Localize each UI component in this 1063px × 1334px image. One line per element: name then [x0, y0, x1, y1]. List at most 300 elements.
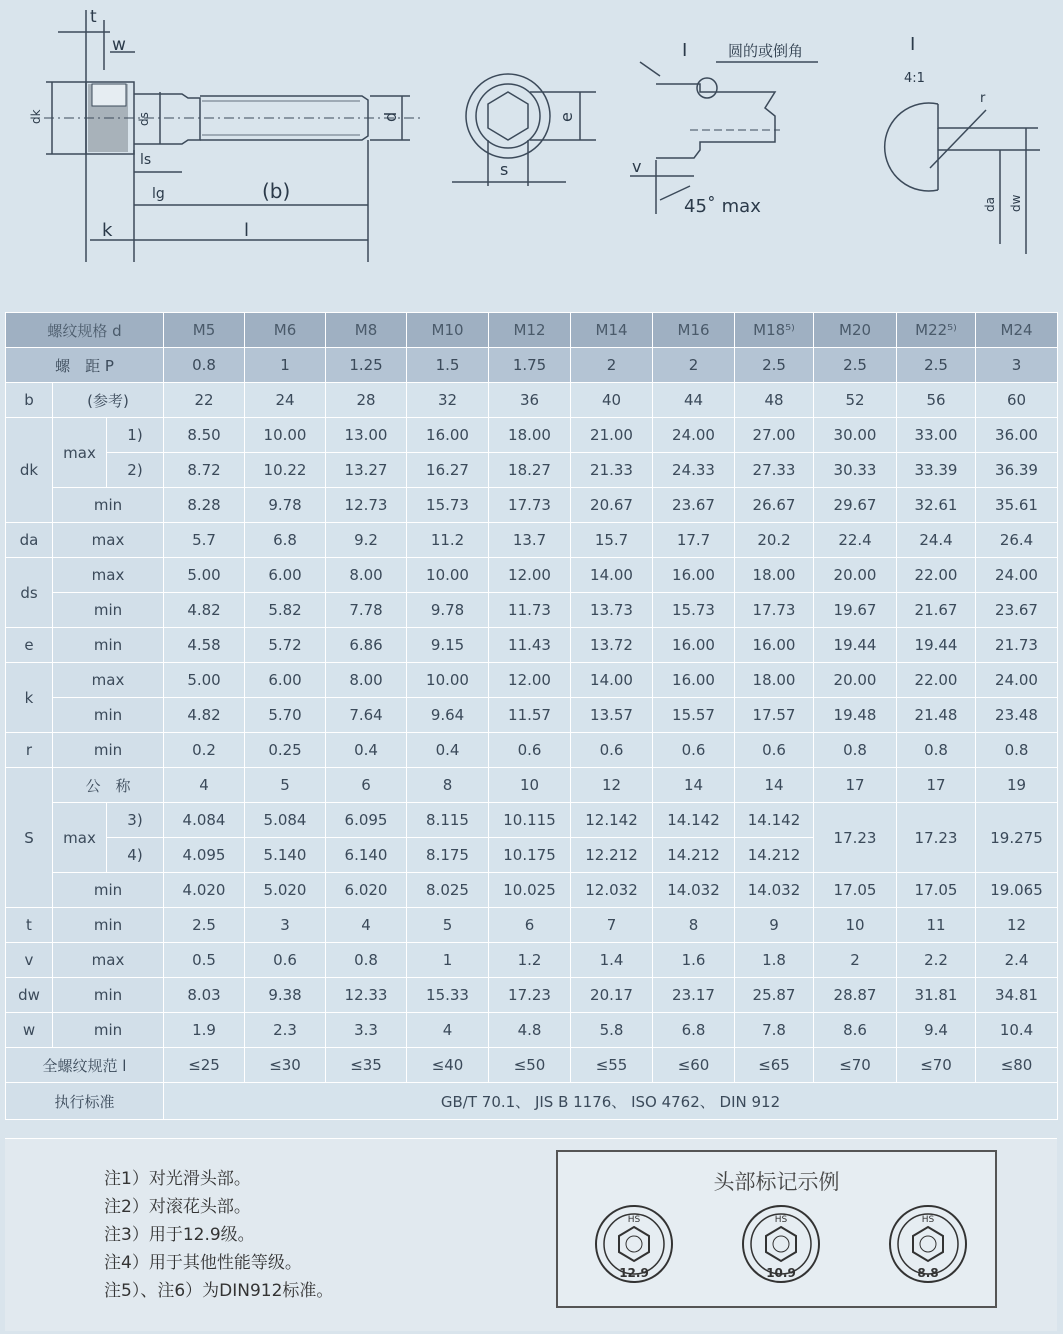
- value-cell: 16.27: [407, 453, 489, 488]
- dim-w-label: w: [112, 35, 126, 55]
- value-cell: 9.78: [407, 593, 489, 628]
- value-cell: M14: [571, 313, 653, 348]
- value-cell: 5.8: [571, 1013, 653, 1048]
- value-cell: 16.00: [653, 558, 735, 593]
- value-cell: 34.81: [976, 978, 1058, 1013]
- value-cell: 0.4: [407, 733, 489, 768]
- dim-b-label: (b): [262, 179, 291, 203]
- table-row: [6, 1013, 1058, 1048]
- mark-grade-2: 10.9: [766, 1266, 796, 1280]
- value-cell: ≤65: [735, 1048, 814, 1083]
- value-cell: 12: [976, 908, 1058, 943]
- table-row: [6, 698, 1058, 733]
- value-cell: 9.4: [897, 1013, 976, 1048]
- full-thread-label: 全螺纹规范 l: [6, 1048, 164, 1083]
- value-cell: 9.15: [407, 628, 489, 663]
- value-cell: 10.4: [976, 1013, 1058, 1048]
- value-cell: 19.44: [814, 628, 897, 663]
- value-cell: 17: [897, 768, 976, 803]
- table-row: [6, 873, 1058, 908]
- head-marks-title: 头部标记示例: [713, 1170, 840, 1194]
- value-cell: 2.2: [897, 943, 976, 978]
- standard-label: 执行标准: [6, 1083, 164, 1120]
- table-row: [6, 908, 1058, 943]
- value-cell: 36.39: [976, 453, 1058, 488]
- value-cell: 23.48: [976, 698, 1058, 733]
- note-2: 注2）对滚花头部。: [104, 1197, 251, 1217]
- value-cell: 0.8: [976, 733, 1058, 768]
- value-cell: 15.73: [653, 593, 735, 628]
- value-cell: 20.00: [814, 663, 897, 698]
- value-cell: 1.2: [489, 943, 571, 978]
- sym-e: e: [6, 628, 53, 663]
- value-cell: 21.00: [571, 418, 653, 453]
- value-cell: 10.22: [245, 453, 326, 488]
- note-3: 注3）用于12.9级。: [104, 1225, 255, 1245]
- value-cell: 30.00: [814, 418, 897, 453]
- value-cell: 36.00: [976, 418, 1058, 453]
- value-cell: 11.73: [489, 593, 571, 628]
- value-cell: 8.50: [164, 418, 245, 453]
- value-cell: 14.212: [653, 838, 735, 873]
- value-cell: 18.27: [489, 453, 571, 488]
- value-cell: 9.38: [245, 978, 326, 1013]
- value-cell: 20.67: [571, 488, 653, 523]
- value-cell: ≤70: [897, 1048, 976, 1083]
- value-cell: 3: [976, 348, 1058, 383]
- value-cell: 8.00: [326, 558, 407, 593]
- value-cell: 14.212: [735, 838, 814, 873]
- value-cell: 15.73: [407, 488, 489, 523]
- value-cell: M8: [326, 313, 407, 348]
- value-cell: 2.5: [164, 908, 245, 943]
- s-min-label: min: [53, 873, 164, 908]
- table-row: [6, 313, 1058, 348]
- value-cell: 5.82: [245, 593, 326, 628]
- table-row: [6, 1048, 1058, 1083]
- value-cell: M6: [245, 313, 326, 348]
- table-row: [6, 733, 1058, 768]
- value-cell: M10: [407, 313, 489, 348]
- value-cell: 4.020: [164, 873, 245, 908]
- value-cell: 17.73: [735, 593, 814, 628]
- value-cell: 4: [326, 908, 407, 943]
- table-row: [6, 768, 1058, 803]
- value-cell: 17.7: [653, 523, 735, 558]
- value-cell: 11: [897, 908, 976, 943]
- dk-note2: 2): [107, 453, 164, 488]
- value-cell: 18.00: [735, 663, 814, 698]
- value-cell: 1.9: [164, 1013, 245, 1048]
- value-cell: 2: [571, 348, 653, 383]
- value-cell: 14.00: [571, 558, 653, 593]
- mark-grade-1: 12.9: [619, 1266, 649, 1280]
- dim-d-label: d: [381, 111, 400, 122]
- table-row: [6, 488, 1058, 523]
- value-cell: 15.57: [653, 698, 735, 733]
- value-cell: 4: [164, 768, 245, 803]
- dim-s-label: s: [500, 160, 509, 179]
- value-cell: 44: [653, 383, 735, 418]
- value-cell: 1.4: [571, 943, 653, 978]
- value-cell: 12.212: [571, 838, 653, 873]
- table-row: [6, 663, 1058, 698]
- sym-dk: dk: [6, 418, 53, 523]
- table-row: [6, 383, 1058, 418]
- value-cell: 19.065: [976, 873, 1058, 908]
- value-cell: 10.00: [407, 663, 489, 698]
- mark-brand-1: HS: [627, 1215, 641, 1225]
- value-cell: 30.33: [814, 453, 897, 488]
- value-cell: 0.6: [653, 733, 735, 768]
- value-cell: 35.61: [976, 488, 1058, 523]
- value-cell: 6.00: [245, 663, 326, 698]
- value-cell: 8.6: [814, 1013, 897, 1048]
- technical-drawings: [0, 0, 1063, 300]
- value-cell: 27.33: [735, 453, 814, 488]
- value-cell: M18⁵⁾: [735, 313, 814, 348]
- value-cell: 4.095: [164, 838, 245, 873]
- value-cell: 40: [571, 383, 653, 418]
- value-cell: 8.115: [407, 803, 489, 838]
- sym-b: b: [6, 383, 53, 418]
- value-cell: 4.82: [164, 593, 245, 628]
- value-cell: 5.7: [164, 523, 245, 558]
- value-cell: 8.72: [164, 453, 245, 488]
- s-max-label: max: [53, 803, 107, 873]
- value-cell: 23.67: [976, 593, 1058, 628]
- value-cell: 4.58: [164, 628, 245, 663]
- value-cell: 9.2: [326, 523, 407, 558]
- value-cell: 2.3: [245, 1013, 326, 1048]
- sym-t: t: [6, 908, 53, 943]
- value-cell: 33.00: [897, 418, 976, 453]
- value-cell: 4.8: [489, 1013, 571, 1048]
- value-cell: 3: [245, 908, 326, 943]
- value-cell: ≤60: [653, 1048, 735, 1083]
- zoom-i-label: I: [910, 34, 916, 55]
- s-nominal-label: 公 称: [53, 768, 164, 803]
- value-cell: 21.48: [897, 698, 976, 733]
- value-cell: 6.8: [245, 523, 326, 558]
- value-cell: 21.73: [976, 628, 1058, 663]
- value-cell: 48: [735, 383, 814, 418]
- value-cell: 14.032: [653, 873, 735, 908]
- value-cell: 5.72: [245, 628, 326, 663]
- value-cell: 17.23: [489, 978, 571, 1013]
- value-cell: 32: [407, 383, 489, 418]
- table-row: [6, 418, 1058, 453]
- value-cell: 8.00: [326, 663, 407, 698]
- value-cell: 24.00: [976, 663, 1058, 698]
- r-label: min: [53, 733, 164, 768]
- value-cell: 10.115: [489, 803, 571, 838]
- value-cell: 16.00: [653, 663, 735, 698]
- head-mark-8-8: [890, 1206, 966, 1282]
- value-cell: 19.67: [814, 593, 897, 628]
- sym-k: k: [6, 663, 53, 733]
- dim-v-label: v: [632, 157, 642, 176]
- value-cell: 14: [653, 768, 735, 803]
- value-cell: 28.87: [814, 978, 897, 1013]
- value-cell: 6: [326, 768, 407, 803]
- value-cell: 10: [814, 908, 897, 943]
- t-label: min: [53, 908, 164, 943]
- value-cell: 19.48: [814, 698, 897, 733]
- value-cell: 24.4: [897, 523, 976, 558]
- detail-note: 圆的或倒角: [728, 42, 804, 60]
- value-cell: ≤70: [814, 1048, 897, 1083]
- value-cell: 9.64: [407, 698, 489, 733]
- value-cell: ≤30: [245, 1048, 326, 1083]
- value-cell: 18.00: [489, 418, 571, 453]
- value-cell: 7.78: [326, 593, 407, 628]
- value-cell: 0.6: [571, 733, 653, 768]
- note-4: 注4）用于其他性能等级。: [104, 1253, 302, 1273]
- dim-dk-label: dk: [29, 109, 43, 124]
- value-cell: 56: [897, 383, 976, 418]
- value-cell: 26.4: [976, 523, 1058, 558]
- value-cell: 1.5: [407, 348, 489, 383]
- value-cell: 33.39: [897, 453, 976, 488]
- value-cell: 10.175: [489, 838, 571, 873]
- zoom-scale-label: 4:1: [904, 71, 925, 86]
- value-cell: 17: [814, 768, 897, 803]
- value-cell: 31.81: [897, 978, 976, 1013]
- mark-grade-3: 8.8: [917, 1266, 939, 1280]
- value-cell: 2.5: [735, 348, 814, 383]
- table-row: [6, 523, 1058, 558]
- table-row: [6, 1083, 1058, 1120]
- head-marks-box: [556, 1150, 997, 1308]
- value-cell: 1.8: [735, 943, 814, 978]
- value-cell: 8: [407, 768, 489, 803]
- value-cell: 0.25: [245, 733, 326, 768]
- value-cell-merged: 19.275: [976, 803, 1058, 873]
- value-cell: 20.2: [735, 523, 814, 558]
- hex-socket-outline: [488, 92, 528, 140]
- value-cell: 5.70: [245, 698, 326, 733]
- w-label: min: [53, 1013, 164, 1048]
- value-cell: 27.00: [735, 418, 814, 453]
- value-cell: ≤55: [571, 1048, 653, 1083]
- value-cell: 4: [407, 1013, 489, 1048]
- value-cell: M12: [489, 313, 571, 348]
- table-row: [6, 453, 1058, 488]
- value-cell: 17.05: [814, 873, 897, 908]
- value-cell: 0.8: [814, 733, 897, 768]
- v-label: max: [53, 943, 164, 978]
- value-cell: 0.8: [164, 348, 245, 383]
- dim-t-label: t: [90, 7, 97, 27]
- value-cell: M24: [976, 313, 1058, 348]
- dim-ls-label: ls: [140, 152, 152, 168]
- header-label: 螺纹规格 d: [6, 313, 164, 348]
- notes: [104, 1165, 333, 1305]
- pitch-label: 螺 距 P: [6, 348, 164, 383]
- value-cell: ≤25: [164, 1048, 245, 1083]
- value-cell: 1: [407, 943, 489, 978]
- value-cell: 8.03: [164, 978, 245, 1013]
- value-cell: 12.142: [571, 803, 653, 838]
- value-cell: 14.00: [571, 663, 653, 698]
- value-cell: 24: [245, 383, 326, 418]
- value-cell: 21.67: [897, 593, 976, 628]
- value-cell: 5.140: [245, 838, 326, 873]
- head-mark-12-9: [596, 1206, 672, 1282]
- value-cell: 13.73: [571, 593, 653, 628]
- value-cell: 0.5: [164, 943, 245, 978]
- detail-head-outline: [656, 84, 775, 158]
- value-cell: 17.57: [735, 698, 814, 733]
- value-cell: 6.095: [326, 803, 407, 838]
- value-cell: 9: [735, 908, 814, 943]
- detail-zoom-outline: [885, 103, 938, 191]
- value-cell: 12.73: [326, 488, 407, 523]
- value-cell: 20.17: [571, 978, 653, 1013]
- value-cell: 29.67: [814, 488, 897, 523]
- value-cell: 6.00: [245, 558, 326, 593]
- table-row: [6, 943, 1058, 978]
- value-cell: 52: [814, 383, 897, 418]
- table-row: [6, 593, 1058, 628]
- mark-brand-2: HS: [774, 1215, 788, 1225]
- value-cell: 0.6: [489, 733, 571, 768]
- value-cell: 14.142: [653, 803, 735, 838]
- value-cell: 1.75: [489, 348, 571, 383]
- dim-ds-label: ds: [137, 112, 151, 126]
- dk-min-label: min: [53, 488, 164, 523]
- dw-label: min: [53, 978, 164, 1013]
- value-cell: 6.020: [326, 873, 407, 908]
- k-min-label: min: [53, 698, 164, 733]
- sym-ds: ds: [6, 558, 53, 628]
- spec-table: [5, 312, 1058, 1120]
- value-cell: 18.00: [735, 558, 814, 593]
- value-cell: 1.6: [653, 943, 735, 978]
- table-row: [6, 978, 1058, 1013]
- value-cell: 5.084: [245, 803, 326, 838]
- value-cell: ≤80: [976, 1048, 1058, 1083]
- dim-l-label: l: [244, 220, 250, 241]
- sym-r: r: [6, 733, 53, 768]
- value-cell: 7: [571, 908, 653, 943]
- value-cell: 14.032: [735, 873, 814, 908]
- value-cell: 10: [489, 768, 571, 803]
- sym-dw: dw: [6, 978, 53, 1013]
- sym-v: v: [6, 943, 53, 978]
- value-cell: 11.2: [407, 523, 489, 558]
- value-cell: 7.8: [735, 1013, 814, 1048]
- value-cell: 16.00: [653, 628, 735, 663]
- b-label: (参考): [53, 383, 164, 418]
- value-cell: 3.3: [326, 1013, 407, 1048]
- detail-i-label: I: [682, 40, 688, 61]
- dim-e-label: e: [557, 112, 576, 122]
- value-cell: 12.032: [571, 873, 653, 908]
- value-cell: 12.33: [326, 978, 407, 1013]
- da-label: max: [53, 523, 164, 558]
- value-cell: 6.140: [326, 838, 407, 873]
- value-cell: ≤40: [407, 1048, 489, 1083]
- value-cell: 5.00: [164, 558, 245, 593]
- value-cell: 5.020: [245, 873, 326, 908]
- value-cell: 23.67: [653, 488, 735, 523]
- value-cell: 14.142: [735, 803, 814, 838]
- value-cell: 13.7: [489, 523, 571, 558]
- sym-da: da: [6, 523, 53, 558]
- head-marks-drawing: [558, 1152, 995, 1306]
- value-cell: 6.8: [653, 1013, 735, 1048]
- dim-da-label: da: [983, 197, 997, 212]
- value-cell: 5: [407, 908, 489, 943]
- value-cell: 11.43: [489, 628, 571, 663]
- note-5: 注5）、注6）为DIN912标准。: [104, 1281, 334, 1301]
- value-cell: 26.67: [735, 488, 814, 523]
- value-cell: 17.73: [489, 488, 571, 523]
- value-cell: 1: [245, 348, 326, 383]
- value-cell: 15.7: [571, 523, 653, 558]
- value-cell: 0.6: [735, 733, 814, 768]
- value-cell: 5.00: [164, 663, 245, 698]
- value-cell: M20: [814, 313, 897, 348]
- dim-k-label: k: [102, 220, 113, 241]
- value-cell: 8.025: [407, 873, 489, 908]
- table-row: [6, 348, 1058, 383]
- value-cell: ≤35: [326, 1048, 407, 1083]
- standard-value: GB/T 70.1、 JIS B 1176、 ISO 4762、 DIN 912: [164, 1083, 1058, 1120]
- value-cell: 22: [164, 383, 245, 418]
- value-cell: 8: [653, 908, 735, 943]
- value-cell: 0.8: [897, 733, 976, 768]
- value-cell: 19: [976, 768, 1058, 803]
- value-cell: 13.00: [326, 418, 407, 453]
- e-label: min: [53, 628, 164, 663]
- value-cell: ≤50: [489, 1048, 571, 1083]
- value-cell: 19.44: [897, 628, 976, 663]
- value-cell: 11.57: [489, 698, 571, 733]
- value-cell: 10.00: [407, 558, 489, 593]
- value-cell: 7.64: [326, 698, 407, 733]
- head-mark-10-9: [743, 1206, 819, 1282]
- dk-max-label: max: [53, 418, 107, 488]
- value-cell: 13.72: [571, 628, 653, 663]
- table-row: [6, 558, 1058, 593]
- value-cell: 1.25: [326, 348, 407, 383]
- value-cell: 16.00: [407, 418, 489, 453]
- value-cell: 24.00: [976, 558, 1058, 593]
- value-cell: 24.33: [653, 453, 735, 488]
- dim-r-label: r: [980, 91, 986, 106]
- value-cell: 16.00: [735, 628, 814, 663]
- value-cell: 13.57: [571, 698, 653, 733]
- value-cell: 12.00: [489, 663, 571, 698]
- value-cell: 2: [653, 348, 735, 383]
- value-cell: 22.00: [897, 558, 976, 593]
- value-cell: 36: [489, 383, 571, 418]
- dk-note1: 1): [107, 418, 164, 453]
- table-row: [6, 803, 1058, 838]
- value-cell: 10.025: [489, 873, 571, 908]
- value-cell: 12.00: [489, 558, 571, 593]
- value-cell: 5: [245, 768, 326, 803]
- value-cell: 13.27: [326, 453, 407, 488]
- value-cell: 2.4: [976, 943, 1058, 978]
- value-cell: 14: [735, 768, 814, 803]
- dim-dw-label: dw: [1009, 194, 1023, 212]
- value-cell: 9.78: [245, 488, 326, 523]
- value-cell: 20.00: [814, 558, 897, 593]
